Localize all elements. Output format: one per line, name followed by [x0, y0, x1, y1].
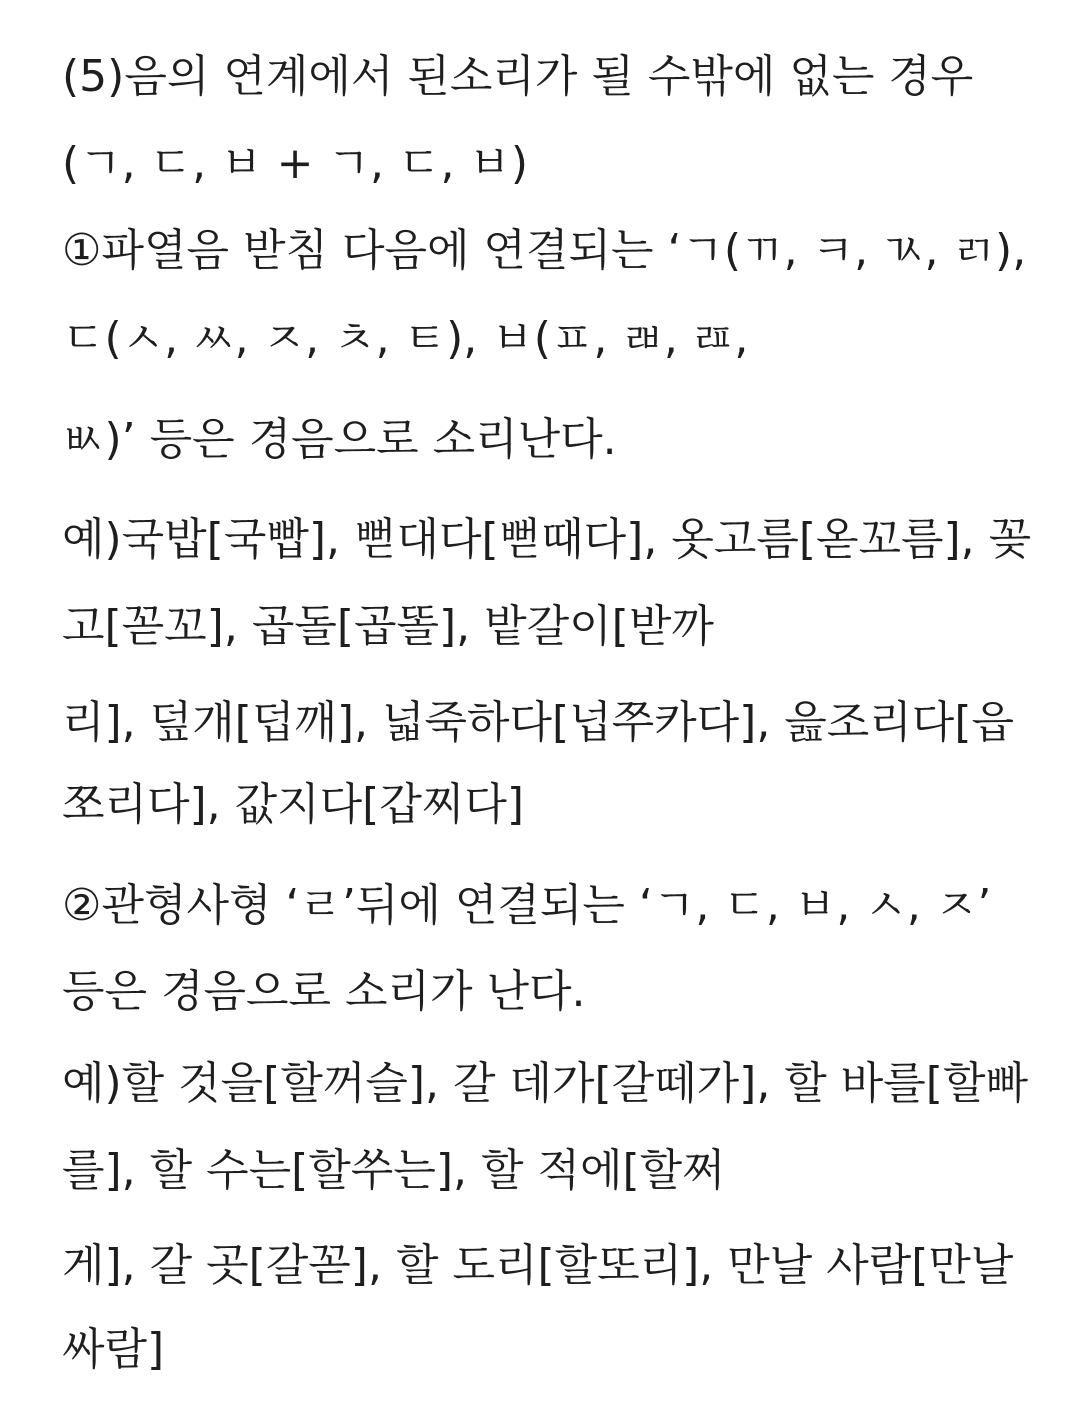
text-line-heading-cont: (ㄱ, ㄷ, ㅂ + ㄱ, ㄷ, ㅂ) — [62, 138, 529, 189]
text-line-example-1-cont: 리], 덮개[덥깨], 넓죽하다[넙쭈카다], 읊조리다[읍 — [62, 697, 1014, 748]
text-line-example-2: 예)할 것을[할꺼슬], 갈 데가[갈떼가], 할 바를[할빠 — [62, 1058, 1028, 1109]
text-line-rule-2-end: 등은 경음으로 소리가 난다. — [62, 966, 586, 1017]
text-line-example-1-cont: 고[꼳꼬], 곱돌[곱똘], 밭갈이[받까 — [62, 601, 714, 652]
text-line-rule-1-end: ㅄ)’ 등은 경음으로 소리난다. — [62, 414, 617, 465]
text-line-heading: (5)음의 연계에서 된소리가 될 수밖에 없는 경우 — [62, 51, 974, 102]
text-line-example-1-end: 쪼리다], 값지다[갑찌다] — [62, 779, 525, 830]
text-line-example-2-cont: 게], 갈 곳[갈꼳], 할 도리[할또리], 만날 사람[만날 — [62, 1240, 1014, 1291]
text-line-rule-2: ②관형사형 ‘ㄹ’뒤에 연결되는 ‘ㄱ, ㄷ, ㅂ, ㅅ, ㅈ’ — [62, 880, 992, 931]
text-line-example-1: 예)국밥[국빱], 뻗대다[뻗때다], 옷고름[옫꼬름], 꽂 — [62, 514, 1032, 565]
text-line-example-2-cont: 를], 할 수는[할쑤는], 할 적에[할쩌 — [62, 1145, 725, 1196]
text-line-rule-1: ①파열음 받침 다음에 연결되는 ‘ㄱ(ㄲ, ㅋ, ㄳ, ㄺ), — [62, 225, 1027, 276]
text-line-example-2-end: 싸람] — [62, 1324, 165, 1375]
text-line-rule-1-cont: ㄷ(ㅅ, ㅆ, ㅈ, ㅊ, ㅌ), ㅂ(ㅍ, ㄼ, ㄿ, — [62, 313, 749, 364]
